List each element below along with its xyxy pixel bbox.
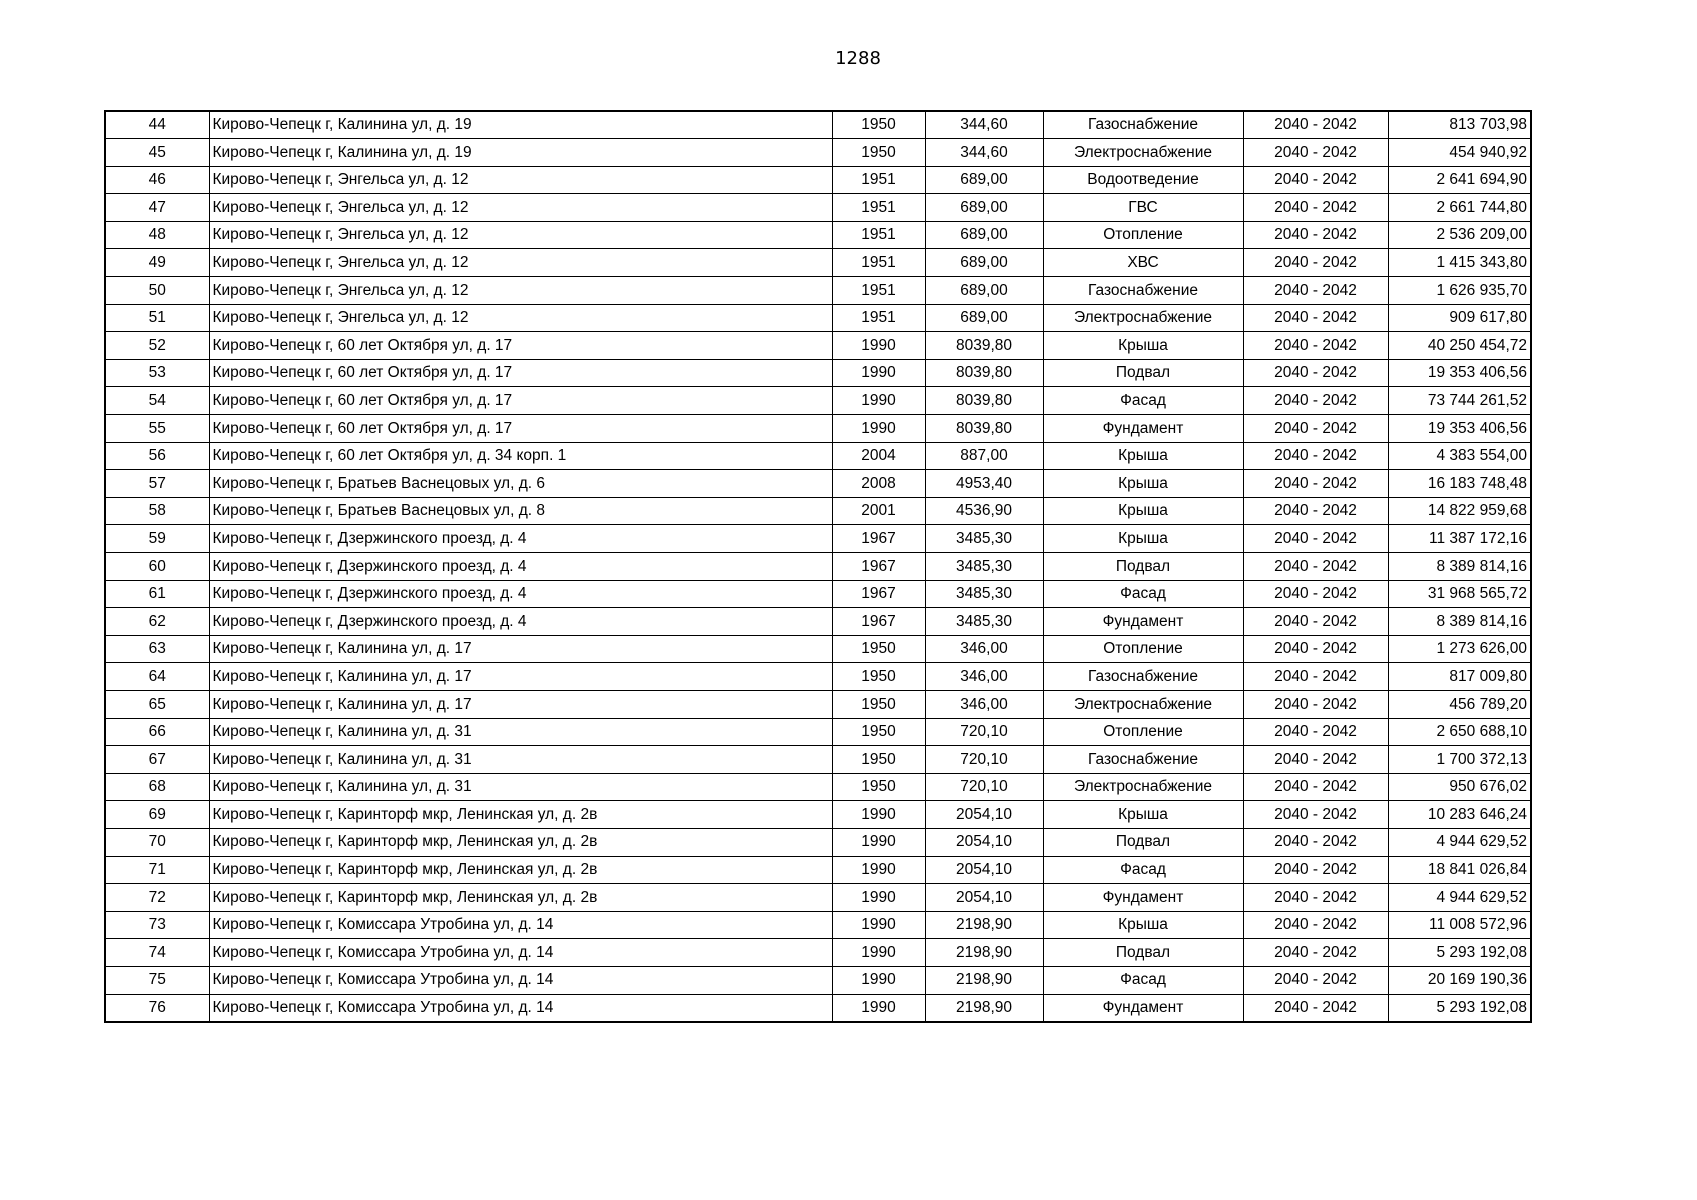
row-number-cell: 69 [105, 801, 209, 829]
area-cell: 2054,10 [925, 801, 1043, 829]
period-cell: 2040 - 2042 [1243, 387, 1388, 415]
build-year-cell: 1990 [832, 966, 925, 994]
build-year-cell: 1967 [832, 580, 925, 608]
build-year-cell: 1967 [832, 608, 925, 636]
row-number-cell: 45 [105, 139, 209, 167]
address-cell: Кирово-Чепецк г, Братьев Васнецовых ул, д. 6 [209, 470, 832, 498]
build-year-cell: 1990 [832, 828, 925, 856]
cost-cell: 4 944 629,52 [1388, 828, 1531, 856]
build-year-cell: 1990 [832, 801, 925, 829]
cost-cell: 31 968 565,72 [1388, 580, 1531, 608]
table-row [105, 249, 1531, 277]
table-row [105, 139, 1531, 167]
row-number-cell: 60 [105, 553, 209, 581]
work-type-cell: Подвал [1043, 828, 1243, 856]
row-number-cell: 70 [105, 828, 209, 856]
address-cell: Кирово-Чепецк г, Калинина ул, д. 31 [209, 773, 832, 801]
cost-cell: 4 944 629,52 [1388, 884, 1531, 912]
area-cell: 2054,10 [925, 856, 1043, 884]
area-cell: 8039,80 [925, 415, 1043, 443]
build-year-cell: 1950 [832, 635, 925, 663]
period-cell: 2040 - 2042 [1243, 884, 1388, 912]
cost-cell: 14 822 959,68 [1388, 497, 1531, 525]
build-year-cell: 1950 [832, 139, 925, 167]
address-cell: Кирово-Чепецк г, 60 лет Октября ул, д. 34 корп. 1 [209, 442, 832, 470]
cost-cell: 909 617,80 [1388, 304, 1531, 332]
cost-cell: 1 700 372,13 [1388, 746, 1531, 774]
table-row [105, 415, 1531, 443]
build-year-cell: 1950 [832, 718, 925, 746]
cost-cell: 5 293 192,08 [1388, 939, 1531, 967]
table-row [105, 663, 1531, 691]
work-type-cell: Газоснабжение [1043, 663, 1243, 691]
table-row [105, 442, 1531, 470]
work-type-cell: Фасад [1043, 856, 1243, 884]
period-cell: 2040 - 2042 [1243, 773, 1388, 801]
cost-cell: 19 353 406,56 [1388, 359, 1531, 387]
period-cell: 2040 - 2042 [1243, 166, 1388, 194]
period-cell: 2040 - 2042 [1243, 801, 1388, 829]
cost-cell: 2 641 694,90 [1388, 166, 1531, 194]
table-row [105, 387, 1531, 415]
cost-cell: 456 789,20 [1388, 690, 1531, 718]
period-cell: 2040 - 2042 [1243, 580, 1388, 608]
cost-cell: 8 389 814,16 [1388, 608, 1531, 636]
row-number-cell: 49 [105, 249, 209, 277]
cost-cell: 2 650 688,10 [1388, 718, 1531, 746]
cost-cell: 5 293 192,08 [1388, 994, 1531, 1022]
table-row [105, 994, 1531, 1022]
table-row [105, 359, 1531, 387]
build-year-cell: 1950 [832, 663, 925, 691]
table-row [105, 221, 1531, 249]
cost-cell: 73 744 261,52 [1388, 387, 1531, 415]
work-type-cell: Фундамент [1043, 994, 1243, 1022]
address-cell: Кирово-Чепецк г, 60 лет Октября ул, д. 17 [209, 332, 832, 360]
table-row [105, 966, 1531, 994]
work-type-cell: Отопление [1043, 718, 1243, 746]
row-number-cell: 46 [105, 166, 209, 194]
cost-cell: 1 415 343,80 [1388, 249, 1531, 277]
row-number-cell: 54 [105, 387, 209, 415]
period-cell: 2040 - 2042 [1243, 718, 1388, 746]
row-number-cell: 53 [105, 359, 209, 387]
table-row [105, 277, 1531, 305]
address-cell: Кирово-Чепецк г, Комиссара Утробина ул, д. 14 [209, 966, 832, 994]
work-type-cell: Крыша [1043, 525, 1243, 553]
area-cell: 2198,90 [925, 939, 1043, 967]
table-row [105, 911, 1531, 939]
address-cell: Кирово-Чепецк г, Дзержинского проезд, д. 4 [209, 608, 832, 636]
period-cell: 2040 - 2042 [1243, 277, 1388, 305]
address-cell: Кирово-Чепецк г, Калинина ул, д. 19 [209, 139, 832, 167]
period-cell: 2040 - 2042 [1243, 139, 1388, 167]
period-cell: 2040 - 2042 [1243, 359, 1388, 387]
row-number-cell: 56 [105, 442, 209, 470]
work-type-cell: ХВС [1043, 249, 1243, 277]
build-year-cell: 2004 [832, 442, 925, 470]
address-cell: Кирово-Чепецк г, Энгельса ул, д. 12 [209, 194, 832, 222]
area-cell: 4536,90 [925, 497, 1043, 525]
area-cell: 346,00 [925, 690, 1043, 718]
build-year-cell: 1951 [832, 277, 925, 305]
period-cell: 2040 - 2042 [1243, 553, 1388, 581]
build-year-cell: 1951 [832, 221, 925, 249]
cost-cell: 4 383 554,00 [1388, 442, 1531, 470]
page-number: 1288 [835, 48, 881, 69]
work-type-cell: Фундамент [1043, 884, 1243, 912]
address-cell: Кирово-Чепецк г, Комиссара Утробина ул, д. 14 [209, 911, 832, 939]
work-type-cell: Крыша [1043, 801, 1243, 829]
work-type-cell: Подвал [1043, 359, 1243, 387]
area-cell: 8039,80 [925, 332, 1043, 360]
build-year-cell: 1951 [832, 166, 925, 194]
build-year-cell: 1990 [832, 911, 925, 939]
table-row [105, 470, 1531, 498]
row-number-cell: 67 [105, 746, 209, 774]
address-cell: Кирово-Чепецк г, Энгельса ул, д. 12 [209, 304, 832, 332]
period-cell: 2040 - 2042 [1243, 608, 1388, 636]
work-type-cell: Газоснабжение [1043, 277, 1243, 305]
table-row [105, 801, 1531, 829]
work-type-cell: Крыша [1043, 911, 1243, 939]
work-type-cell: Электроснабжение [1043, 773, 1243, 801]
address-cell: Кирово-Чепецк г, Энгельса ул, д. 12 [209, 249, 832, 277]
address-cell: Кирово-Чепецк г, Энгельса ул, д. 12 [209, 166, 832, 194]
table-body [105, 111, 1531, 1022]
period-cell: 2040 - 2042 [1243, 911, 1388, 939]
area-cell: 3485,30 [925, 580, 1043, 608]
period-cell: 2040 - 2042 [1243, 249, 1388, 277]
work-type-cell: Фасад [1043, 580, 1243, 608]
area-cell: 689,00 [925, 304, 1043, 332]
area-cell: 2198,90 [925, 911, 1043, 939]
address-cell: Кирово-Чепецк г, Калинина ул, д. 31 [209, 746, 832, 774]
cost-cell: 11 387 172,16 [1388, 525, 1531, 553]
build-year-cell: 1950 [832, 746, 925, 774]
build-year-cell: 1990 [832, 939, 925, 967]
row-number-cell: 75 [105, 966, 209, 994]
build-year-cell: 1950 [832, 773, 925, 801]
row-number-cell: 58 [105, 497, 209, 525]
area-cell: 2198,90 [925, 966, 1043, 994]
cost-cell: 950 676,02 [1388, 773, 1531, 801]
address-cell: Кирово-Чепецк г, Комиссара Утробина ул, д. 14 [209, 939, 832, 967]
build-year-cell: 1990 [832, 332, 925, 360]
row-number-cell: 57 [105, 470, 209, 498]
work-type-cell: Крыша [1043, 442, 1243, 470]
row-number-cell: 44 [105, 111, 209, 139]
table-row [105, 718, 1531, 746]
build-year-cell: 1990 [832, 994, 925, 1022]
row-number-cell: 62 [105, 608, 209, 636]
build-year-cell: 1990 [832, 387, 925, 415]
cost-cell: 2 661 744,80 [1388, 194, 1531, 222]
address-cell: Кирово-Чепецк г, Комиссара Утробина ул, д. 14 [209, 994, 832, 1022]
work-type-cell: Фасад [1043, 966, 1243, 994]
area-cell: 4953,40 [925, 470, 1043, 498]
area-cell: 3485,30 [925, 608, 1043, 636]
address-cell: Кирово-Чепецк г, Калинина ул, д. 19 [209, 111, 832, 139]
area-cell: 720,10 [925, 746, 1043, 774]
row-number-cell: 66 [105, 718, 209, 746]
cost-cell: 1 273 626,00 [1388, 635, 1531, 663]
cost-cell: 817 009,80 [1388, 663, 1531, 691]
address-cell: Кирово-Чепецк г, Энгельса ул, д. 12 [209, 221, 832, 249]
area-cell: 344,60 [925, 139, 1043, 167]
work-type-cell: Электроснабжение [1043, 690, 1243, 718]
row-number-cell: 63 [105, 635, 209, 663]
period-cell: 2040 - 2042 [1243, 746, 1388, 774]
table-row [105, 773, 1531, 801]
work-type-cell: Крыша [1043, 470, 1243, 498]
work-type-cell: Фасад [1043, 387, 1243, 415]
area-cell: 689,00 [925, 166, 1043, 194]
row-number-cell: 50 [105, 277, 209, 305]
address-cell: Кирово-Чепецк г, Калинина ул, д. 31 [209, 718, 832, 746]
build-year-cell: 1967 [832, 553, 925, 581]
area-cell: 3485,30 [925, 553, 1043, 581]
address-cell: Кирово-Чепецк г, 60 лет Октября ул, д. 17 [209, 387, 832, 415]
period-cell: 2040 - 2042 [1243, 442, 1388, 470]
cost-cell: 20 169 190,36 [1388, 966, 1531, 994]
row-number-cell: 68 [105, 773, 209, 801]
row-number-cell: 51 [105, 304, 209, 332]
cost-cell: 16 183 748,48 [1388, 470, 1531, 498]
address-cell: Кирово-Чепецк г, Каринторф мкр, Ленинская ул, д. 2в [209, 801, 832, 829]
period-cell: 2040 - 2042 [1243, 111, 1388, 139]
build-year-cell: 1950 [832, 690, 925, 718]
period-cell: 2040 - 2042 [1243, 194, 1388, 222]
table-row [105, 635, 1531, 663]
work-type-cell: Газоснабжение [1043, 746, 1243, 774]
table-row [105, 111, 1531, 139]
address-cell: Кирово-Чепецк г, Дзержинского проезд, д. 4 [209, 525, 832, 553]
period-cell: 2040 - 2042 [1243, 332, 1388, 360]
cost-cell: 1 626 935,70 [1388, 277, 1531, 305]
area-cell: 8039,80 [925, 359, 1043, 387]
work-type-cell: ГВС [1043, 194, 1243, 222]
cost-cell: 11 008 572,96 [1388, 911, 1531, 939]
work-type-cell: Водоотведение [1043, 166, 1243, 194]
build-year-cell: 1950 [832, 111, 925, 139]
area-cell: 3485,30 [925, 525, 1043, 553]
period-cell: 2040 - 2042 [1243, 470, 1388, 498]
build-year-cell: 1990 [832, 415, 925, 443]
period-cell: 2040 - 2042 [1243, 856, 1388, 884]
period-cell: 2040 - 2042 [1243, 663, 1388, 691]
table-row [105, 939, 1531, 967]
address-cell: Кирово-Чепецк г, 60 лет Октября ул, д. 17 [209, 415, 832, 443]
period-cell: 2040 - 2042 [1243, 828, 1388, 856]
address-cell: Кирово-Чепецк г, Каринторф мкр, Ленинская ул, д. 2в [209, 884, 832, 912]
table-row [105, 690, 1531, 718]
table-row [105, 746, 1531, 774]
work-type-cell: Газоснабжение [1043, 111, 1243, 139]
area-cell: 346,00 [925, 663, 1043, 691]
build-year-cell: 1951 [832, 194, 925, 222]
work-type-cell: Подвал [1043, 553, 1243, 581]
table-row [105, 332, 1531, 360]
build-year-cell: 1990 [832, 884, 925, 912]
address-cell: Кирово-Чепецк г, Калинина ул, д. 17 [209, 690, 832, 718]
cost-cell: 18 841 026,84 [1388, 856, 1531, 884]
period-cell: 2040 - 2042 [1243, 415, 1388, 443]
period-cell: 2040 - 2042 [1243, 497, 1388, 525]
work-type-cell: Электроснабжение [1043, 139, 1243, 167]
period-cell: 2040 - 2042 [1243, 635, 1388, 663]
period-cell: 2040 - 2042 [1243, 939, 1388, 967]
area-cell: 2054,10 [925, 884, 1043, 912]
period-cell: 2040 - 2042 [1243, 994, 1388, 1022]
work-type-cell: Крыша [1043, 497, 1243, 525]
address-cell: Кирово-Чепецк г, Каринторф мкр, Ленинская ул, д. 2в [209, 828, 832, 856]
work-type-cell: Отопление [1043, 221, 1243, 249]
row-number-cell: 71 [105, 856, 209, 884]
period-cell: 2040 - 2042 [1243, 690, 1388, 718]
area-cell: 2054,10 [925, 828, 1043, 856]
period-cell: 2040 - 2042 [1243, 966, 1388, 994]
build-year-cell: 1990 [832, 359, 925, 387]
cost-cell: 40 250 454,72 [1388, 332, 1531, 360]
table-row [105, 525, 1531, 553]
area-cell: 689,00 [925, 221, 1043, 249]
build-year-cell: 1990 [832, 856, 925, 884]
cost-cell: 813 703,98 [1388, 111, 1531, 139]
area-cell: 689,00 [925, 277, 1043, 305]
area-cell: 887,00 [925, 442, 1043, 470]
address-cell: Кирово-Чепецк г, Энгельса ул, д. 12 [209, 277, 832, 305]
cost-cell: 10 283 646,24 [1388, 801, 1531, 829]
row-number-cell: 52 [105, 332, 209, 360]
table-row [105, 553, 1531, 581]
work-type-cell: Фундамент [1043, 415, 1243, 443]
work-type-cell: Электроснабжение [1043, 304, 1243, 332]
work-type-cell: Фундамент [1043, 608, 1243, 636]
table-row [105, 856, 1531, 884]
row-number-cell: 73 [105, 911, 209, 939]
area-cell: 720,10 [925, 718, 1043, 746]
work-type-cell: Подвал [1043, 939, 1243, 967]
table-row [105, 884, 1531, 912]
table-row [105, 580, 1531, 608]
area-cell: 689,00 [925, 249, 1043, 277]
address-cell: Кирово-Чепецк г, Калинина ул, д. 17 [209, 663, 832, 691]
row-number-cell: 72 [105, 884, 209, 912]
build-year-cell: 1951 [832, 249, 925, 277]
work-type-cell: Отопление [1043, 635, 1243, 663]
area-cell: 344,60 [925, 111, 1043, 139]
address-cell: Кирово-Чепецк г, Калинина ул, д. 17 [209, 635, 832, 663]
table-row [105, 828, 1531, 856]
row-number-cell: 61 [105, 580, 209, 608]
row-number-cell: 59 [105, 525, 209, 553]
build-year-cell: 2008 [832, 470, 925, 498]
row-number-cell: 55 [105, 415, 209, 443]
row-number-cell: 74 [105, 939, 209, 967]
row-number-cell: 47 [105, 194, 209, 222]
table-row [105, 608, 1531, 636]
address-cell: Кирово-Чепецк г, 60 лет Октября ул, д. 17 [209, 359, 832, 387]
table-row [105, 166, 1531, 194]
row-number-cell: 64 [105, 663, 209, 691]
row-number-cell: 76 [105, 994, 209, 1022]
period-cell: 2040 - 2042 [1243, 221, 1388, 249]
period-cell: 2040 - 2042 [1243, 304, 1388, 332]
area-cell: 8039,80 [925, 387, 1043, 415]
row-number-cell: 65 [105, 690, 209, 718]
table-row [105, 304, 1531, 332]
table-row [105, 497, 1531, 525]
table-row [105, 194, 1531, 222]
work-type-cell: Крыша [1043, 332, 1243, 360]
area-cell: 2198,90 [925, 994, 1043, 1022]
period-cell: 2040 - 2042 [1243, 525, 1388, 553]
area-cell: 346,00 [925, 635, 1043, 663]
build-year-cell: 1967 [832, 525, 925, 553]
area-cell: 689,00 [925, 194, 1043, 222]
cost-cell: 8 389 814,16 [1388, 553, 1531, 581]
cost-cell: 454 940,92 [1388, 139, 1531, 167]
area-cell: 720,10 [925, 773, 1043, 801]
cost-cell: 2 536 209,00 [1388, 221, 1531, 249]
address-cell: Кирово-Чепецк г, Дзержинского проезд, д. 4 [209, 580, 832, 608]
address-cell: Кирово-Чепецк г, Каринторф мкр, Ленинская ул, д. 2в [209, 856, 832, 884]
build-year-cell: 1951 [832, 304, 925, 332]
build-year-cell: 2001 [832, 497, 925, 525]
row-number-cell: 48 [105, 221, 209, 249]
repair-schedule-table [104, 110, 1532, 1023]
cost-cell: 19 353 406,56 [1388, 415, 1531, 443]
address-cell: Кирово-Чепецк г, Дзержинского проезд, д. 4 [209, 553, 832, 581]
address-cell: Кирово-Чепецк г, Братьев Васнецовых ул, д. 8 [209, 497, 832, 525]
